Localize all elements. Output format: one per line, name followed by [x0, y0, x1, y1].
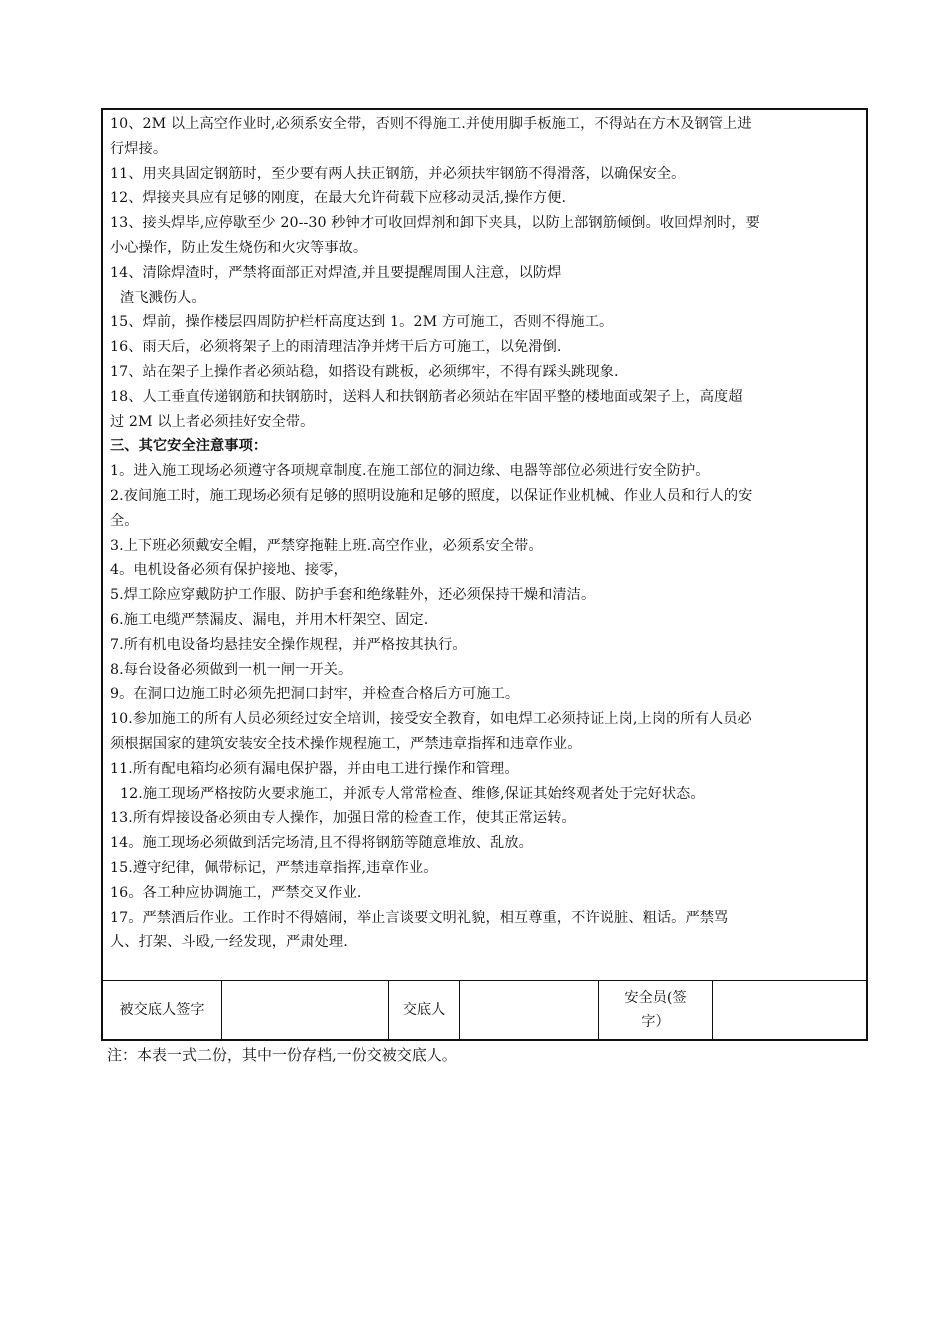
content-cell [103, 110, 866, 981]
content-line: 18、人工垂直传递钢筋和扶钢筋时，送料人和扶钢筋者必须站在牢固平整的楼地面或架子上，高度超 [110, 388, 743, 405]
content-line: 行焊接。 [110, 140, 168, 157]
content-line: 17、站在架子上操作者必须站稳，如搭设有跳板，必须绑牢，不得有踩头跳现象. [110, 363, 619, 380]
content-line: 13.所有焊接设备必须由专人操作，加强日常的检查工作，使其正常运转。 [110, 810, 576, 827]
content-line: 须根据国家的建筑安装安全技术操作规程施工，严禁违章指挥和违章作业。 [110, 735, 582, 752]
content-line: 8.每台设备必须做到一机一闸一开关。 [110, 661, 353, 678]
content-line: 渣飞溅伤人。 [120, 289, 206, 306]
safety-officer-label: 安全员(签字） [599, 981, 713, 1039]
briefer-signature-field[interactable] [460, 981, 599, 1039]
content-line: 3.上下班必须戴安全帽，严禁穿拖鞋上班.高空作业，必须系安全带。 [110, 537, 543, 554]
content-line: 过 2M 以上者必须挂好安全带。 [110, 413, 315, 430]
recipient-signature-field[interactable] [222, 981, 389, 1039]
content-line: 16。各工种应协调施工，严禁交叉作业. [110, 884, 362, 901]
signature-row [103, 981, 866, 1039]
content-line: 15.遵守纪律，佩带标记，严禁违章指挥,违章作业。 [110, 859, 438, 876]
content-line: 13、接头焊毕,应停歇至少 20--30 秒钟才可收回焊剂和卸下夹具，以防上部钢筋倾倒。收回焊剂时，要 [110, 215, 760, 232]
content-line: 10.参加施工的所有人员必须经过安全培训，接受安全教育，如电焊工必须持证上岗,上岗的所有人员必 [110, 711, 752, 728]
content-line: 4。电机设备必须有保护接地、接零， [110, 562, 348, 579]
briefer-label: 交底人 [389, 981, 460, 1039]
content-line: 14。施工现场必须做到活完场清,且不得将钢筋等随意堆放、乱放。 [110, 835, 533, 852]
content-line: 1。进入施工现场必须遵守各项规章制度.在施工部位的洞边缘、电器等部位必须进行安全防护。 [110, 463, 710, 480]
content-line: 全。 [110, 512, 139, 529]
content-line: 14、清除焊渣时，严禁将面部正对焊渣,并且要提醒周围人注意，以防焊 [110, 264, 562, 281]
content-line: 5.焊工除应穿戴防护工作服、防护手套和绝缘鞋外，还必须保持干燥和清洁。 [110, 587, 596, 604]
recipient-signature-label: 被交底人签字 [103, 981, 222, 1039]
footnote: 注：本表一式二份，其中一份存档,一份交被交底人。 [107, 1046, 457, 1064]
safety-briefing-table [101, 108, 868, 1041]
section-heading: 三、其它安全注意事项： [110, 438, 268, 455]
safety-officer-signature-field[interactable] [713, 981, 866, 1039]
content-line: 6.施工电缆严禁漏皮、漏电，并用木杆架空、固定. [110, 611, 429, 628]
content-line: 9。在洞口边施工时必须先把洞口封牢，并检查合格后方可施工。 [110, 686, 520, 703]
content-line: 17。严禁酒后作业。工作时不得嬉闹，举止言谈要文明礼貌，相互尊重，不许说脏、粗话。严禁骂 [110, 909, 729, 926]
content-line: 小心操作，防止发生烧伤和火灾等事故。 [110, 239, 368, 256]
content-line: 15、焊前，操作楼层四周防护栏杆高度达到 1。2M 方可施工，否则不得施工。 [110, 314, 614, 331]
content-line: 7.所有机电设备均悬挂安全操作规程，并严格按其执行。 [110, 636, 467, 653]
content-line: 16、雨天后，必须将架子上的雨清理洁净并烤干后方可施工，以免滑倒. [110, 339, 562, 356]
content-line: 12、焊接夹具应有足够的刚度，在最大允许荷载下应移动灵活,操作方便. [110, 190, 567, 207]
content-line: 11.所有配电箱均必须有漏电保护器，并由电工进行操作和管理。 [110, 760, 519, 777]
content-line: 2.夜间施工时，施工现场必须有足够的照明设施和足够的照度，以保证作业机械、作业人员和行人的安 [110, 487, 753, 504]
content-line: 10、2M 以上高空作业时,必须系安全带，否则不得施工.并使用脚手板施工，不得站在方木及钢管上进 [110, 116, 752, 132]
content-line: 人、打架、斗殴,一经发现，严肃处理. [110, 934, 348, 951]
content-line: 11、用夹具固定钢筋时，至少要有两人扶正钢筋，并必须扶牢钢筋不得滑落，以确保安全。 [110, 165, 686, 182]
content-line: 12.施工现场严格按防火要求施工，并派专人常常检查、维修,保证其始终观者处于完好状态。 [120, 785, 705, 802]
